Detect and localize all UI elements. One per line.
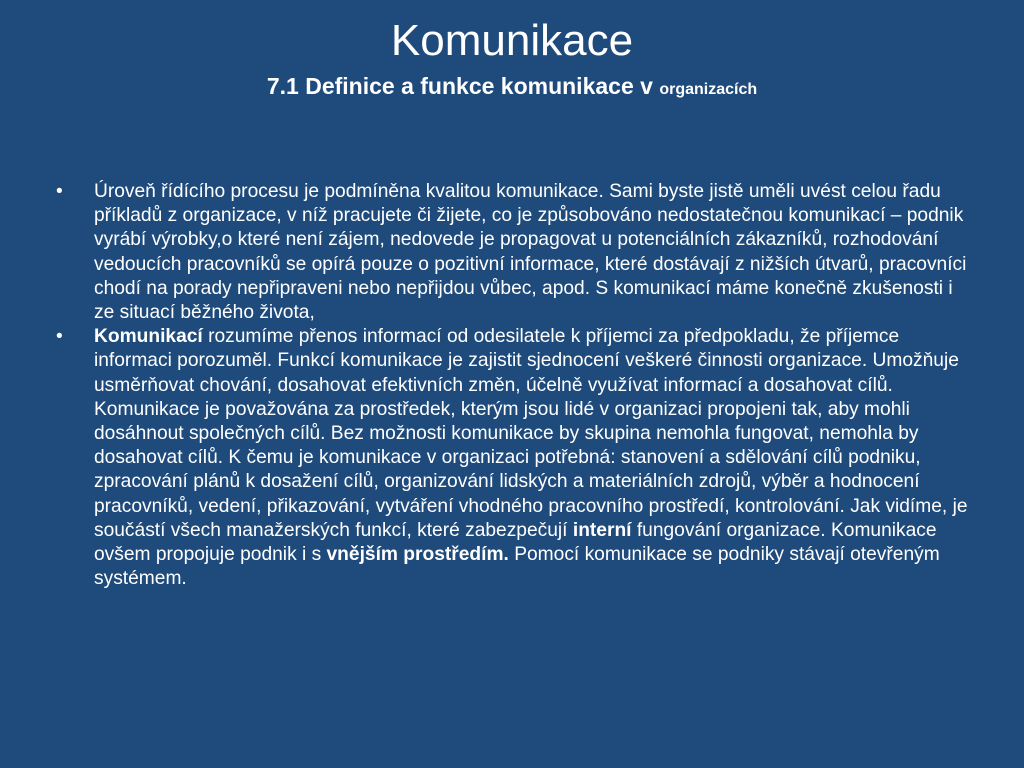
slide-title: Komunikace	[390, 16, 634, 65]
bullet-2-text-2: fungování organizace. Komunikace ovšem propojuje podnik i s	[94, 519, 937, 566]
bullet-2-text-3: Pomocí komunikace se podniky stávají otevřeným systémem.	[94, 544, 940, 590]
bullet-2-bold-vnejsim: vnějším prostředím.	[326, 544, 509, 566]
bullet-1-text: Úroveň řídícího procesu je podmíněna kvalitou komunikace. Sami byste jistě uměli uvést celou řadu příkladů z organizace, v níž pracujete či žijete, co je způsobováno nedostatečnou komunikací – podnik vyrábí výrobky,o které není zájem, nedovede je propagovat u potenciálních zákazníků, rozhodování vedoucích pracovníků se opírá pouze o pozitivní informace, které dostávají z nižších útvarů, pracovníci chodí na porady nepřipraveni nebo nepřijdou vůbec, apod. S komunikací máme konečně zkušenosti i ze situací běžného života,	[94, 181, 967, 324]
title-block	[0, 14, 1024, 104]
bullet-item-2	[56, 325, 976, 591]
bullet-2-bold-komunikaci: Komunikací	[94, 326, 203, 348]
subtitle-main: 7.1 Definice a funkce komunikace v	[266, 73, 653, 99]
bullet-item-1	[56, 180, 976, 325]
bullet-dot: •	[56, 181, 63, 202]
slide-body	[56, 180, 976, 591]
bullet-2-text-1: rozumíme přenos informací od odesilatele k příjemci za předpokladu, že příjemce informaci porozuměl. Funkcí komunikace je zajistit sjednocení veškeré činnosti organizace. Umožňuje usměrňovat chování, dosahovat efektivních změn, účelně využívat informací a dosahovat cílů. Komunikace je považována za prostředek, kterým jsou lidé v organizaci propojeni tak, aby mohli dosáhnout společných cílů. Bez možnosti komunikace by skupina nemohla fungovat, nemohla by dosahovat cílů. K čemu je komunikace v organizaci potřebná: stanovení a sdělování cílů podniku, zpracování plánů k dosažení cílů, organizování lidských a materiálních zdrojů, výběr a hodnocení pracovníků, vedení, přikazování, vytváření vhodného pracovního prostředí, kontrolování. Jak vidíme, je součástí všech manažerských funkcí, které zabezpečují	[94, 326, 968, 541]
slide-subtitle	[0, 72, 1024, 104]
subtitle-small: organizacích	[659, 81, 758, 98]
bullet-2-bold-interni: interní	[572, 519, 632, 541]
bullet-dot: •	[56, 326, 63, 348]
